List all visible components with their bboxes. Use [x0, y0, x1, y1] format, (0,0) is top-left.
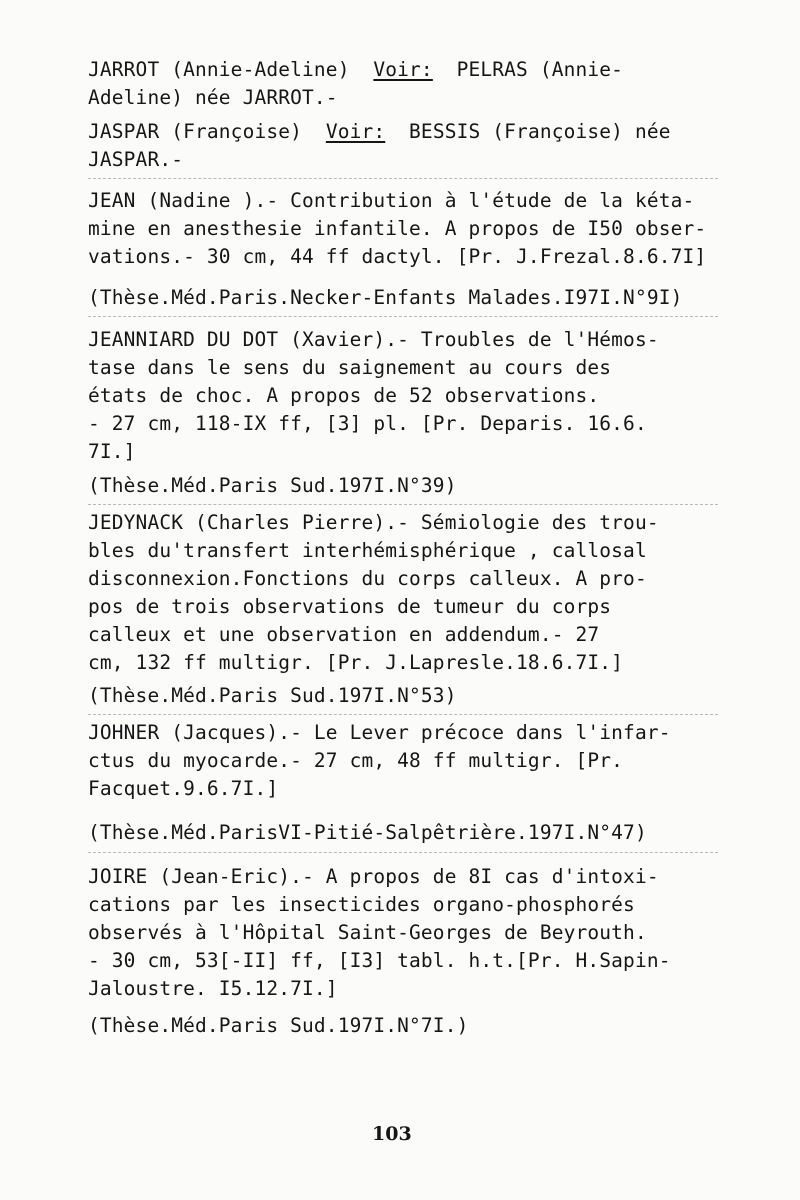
entry-text: JOIRE (Jean-Eric).- A propos de 8I cas d'intoxi- [88, 865, 659, 888]
entry-line [88, 947, 671, 975]
entry-text: états de choc. A propos de 52 observations. [88, 384, 600, 407]
entry-line [88, 146, 183, 174]
entry-text: pos de trois observations de tumeur du corps [88, 595, 612, 618]
thesis-source: (Thèse.Méd.ParisVI-Pitié-Salpêtrière.197I.N°47) [88, 821, 647, 844]
entry-line [88, 187, 694, 215]
entry-line [88, 975, 338, 1003]
entry-line [88, 863, 659, 891]
entry-text: - 30 cm, 53[-II] ff, [I3] tabl. h.t.[Pr. H.Sapin- [88, 949, 671, 972]
voir-label: Voir: [373, 58, 433, 81]
entry-text: observés à l'Hôpital Saint-Georges de Beyrouth. [88, 921, 647, 944]
entry-text: JARROT (Annie-Adeline) [88, 58, 374, 81]
entry-separator [88, 714, 718, 715]
entry-text: 7I.] [88, 440, 136, 463]
entry-line [88, 621, 599, 649]
thesis-source: (Thèse.Méd.Paris.Necker-Enfants Malades.I97I.N°9I) [88, 286, 683, 309]
entry-line [88, 56, 623, 84]
entry-text: bles du'transfert interhémisphérique , callosal [88, 539, 647, 562]
entry-line [88, 354, 611, 382]
entry-line [88, 593, 611, 621]
entry-line [88, 243, 706, 271]
entry-text: cm, 132 ff multigr. [Pr. J.Lapresle.18.6.7I.] [88, 651, 624, 674]
entry-text: Jaloustre. I5.12.7I.] [88, 977, 338, 1000]
entry-text: PELRAS (Annie- [432, 58, 624, 81]
entry-separator [88, 316, 718, 317]
page-number: 103 [372, 1123, 412, 1145]
entry-line [88, 775, 278, 803]
thesis-source: (Thèse.Méd.Paris Sud.197I.N°39) [88, 474, 457, 497]
entry-text: mine en anesthesie infantile. A propos de I50 obser- [88, 217, 707, 240]
entry-line [88, 215, 706, 243]
entry-text: - 27 cm, 118-IX ff, [3] pl. [Pr. Deparis. 16.6. [88, 412, 647, 435]
entry-line [88, 438, 136, 466]
entry-line [88, 649, 623, 677]
entry-text: JOHNER (Jacques).- Le Lever précoce dans l'infar- [88, 721, 671, 744]
entry-line [88, 118, 671, 146]
entry-text: calleux et une observation en addendum.- 27 [88, 623, 600, 646]
entry-separator [88, 178, 718, 179]
entry-line [88, 382, 599, 410]
entry-line [88, 509, 659, 537]
entry-line [88, 410, 647, 438]
entry-text: Adeline) née JARROT.- [88, 86, 338, 109]
entry-text: BESSIS (Françoise) née [385, 120, 671, 143]
entry-line [88, 719, 671, 747]
entry-line [88, 891, 635, 919]
entry-line [88, 565, 647, 593]
entry-text: vations.- 30 cm, 44 ff dactyl. [Pr. J.Frezal.8.6.7I] [88, 245, 707, 268]
entry-text: ctus du myocarde.- 27 cm, 48 ff multigr. [Pr. [88, 749, 624, 772]
entry-line [88, 84, 338, 112]
thesis-source: (Thèse.Méd.Paris Sud.197I.N°53) [88, 684, 457, 707]
entry-separator [88, 852, 718, 853]
thesis-source: (Thèse.Méd.Paris Sud.197I.N°7I.) [88, 1014, 469, 1037]
entry-text: JEDYNACK (Charles Pierre).- Sémiologie des trou- [88, 511, 659, 534]
entry-text: cations par les insecticides organo-phosphorés [88, 893, 635, 916]
entry-line [88, 919, 647, 947]
entry-text: disconnexion.Fonctions du corps calleux. A pro- [88, 567, 647, 590]
entry-text: JEAN (Nadine ).- Contribution à l'étude de la kéta- [88, 189, 695, 212]
entry-separator [88, 504, 718, 505]
entry-line [88, 537, 647, 565]
entry-text: tase dans le sens du saignement au cours des [88, 356, 612, 379]
entry-text: Facquet.9.6.7I.] [88, 777, 279, 800]
entry-text: JEANNIARD DU DOT (Xavier).- Troubles de l'Hémos- [88, 328, 659, 351]
entry-text: JASPAR.- [88, 148, 184, 171]
entry-line [88, 326, 659, 354]
entry-line [88, 747, 623, 775]
voir-label: Voir: [325, 120, 386, 143]
entry-text: JASPAR (Françoise) [88, 120, 326, 143]
